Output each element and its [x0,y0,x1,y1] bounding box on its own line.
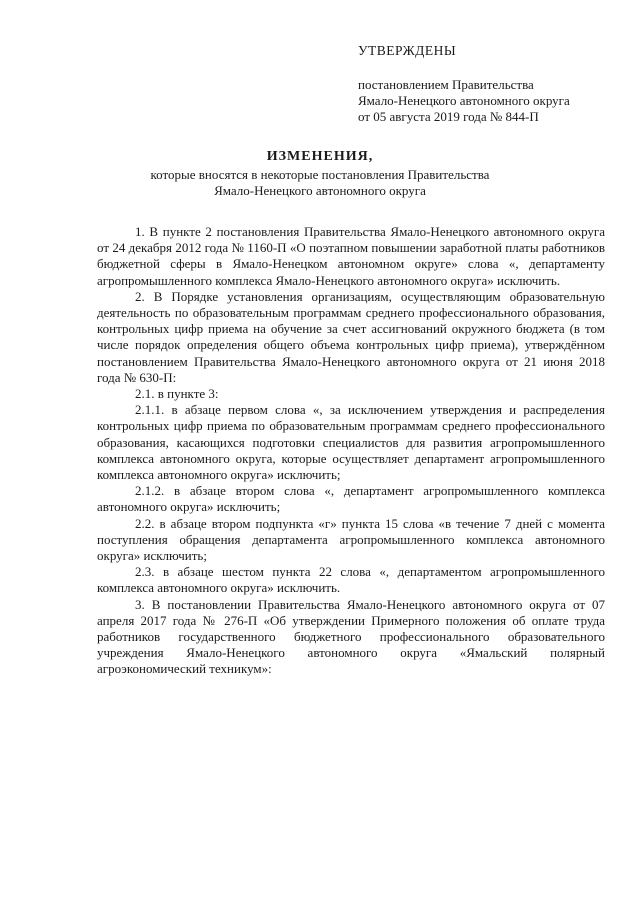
paragraph-1: 1. В пункте 2 постановления Правительства Ямало-Ненецкого автономного округа от 24 декабря 2012 года № 1160-П «О поэтапном повышении заработной платы работников бюджетной сферы в Ямало-Ненецком автономном округе» слова «, департаменту агропромышленного комплекса Ямало-Ненецкого автономного округа» исключить. [97,224,605,288]
paragraph-2-1-1: 2.1.1. в абзаце первом слова «, за исключением утверждения и распределения контрольных цифр приема по образовательным программам среднего профессионального образования, касающихся подготовки специалистов для развития агропромышленного комплекса автономного округа, которые осуществляет департамент агропромышленного комплекса автономного округа» исключить; [97,402,605,483]
title-main: ИЗМЕНЕНИЯ, [266,149,374,164]
approval-block [358,43,618,125]
approval-line-2: Ямало-Ненецкого автономного округа [358,93,570,108]
document-body [97,224,605,678]
paragraph-2-1: 2.1. в пункте 3: [135,386,219,402]
paragraph-2-1-2: 2.1.2. в абзаце втором слова «, департамент агропромышленного комплекса автономного округа» исключить; [97,483,605,515]
paragraph-2-2: 2.2. в абзаце втором подпункта «г» пункта 15 слова «в течение 7 дней с момента поступления обращения департамента агропромышленного комплекса автономного округа» исключить; [97,515,605,564]
title-subtitle-line-1: которые вносятся в некоторые постановления Правительства [150,167,490,182]
paragraph-2-3: 2.3. в абзаце шестом пункта 22 слова «, департаментом агропромышленного комплекса автономного округа» исключить. [97,564,605,596]
document-title [0,149,640,199]
approval-line-1: постановлением Правительства [358,77,534,92]
approval-heading: УТВЕРЖДЕНЫ [358,43,457,58]
paragraph-3: 3. В постановлении Правительства Ямало-Ненецкого автономного округа от 07 апреля 2017 года № 276-П «Об утверждении Примерного положения об оплате труда работников государственного бюджетного профессионального образовательного учреждения Ямало-Ненецкого автономного округа «Ямальский полярный агроэкономический техникум»: [97,596,605,677]
approval-line-3: от 05 августа 2019 года № 844-П [358,109,539,124]
paragraph-2: 2. В Порядке установления организациям, осуществляющим образовательную деятельность по образовательным программам среднего профессионального образования, контрольных цифр приема на обучение за счет ассигнований окружного бюджета (в том числе порядок определения общего объема контрольных цифр приема), утверждённом постановлением Правительства Ямало-Ненецкого автономного округа от 21 июня 2018 года № 630-П: [97,288,605,385]
title-subtitle-line-2: Ямало-Ненецкого автономного округа [214,183,426,198]
